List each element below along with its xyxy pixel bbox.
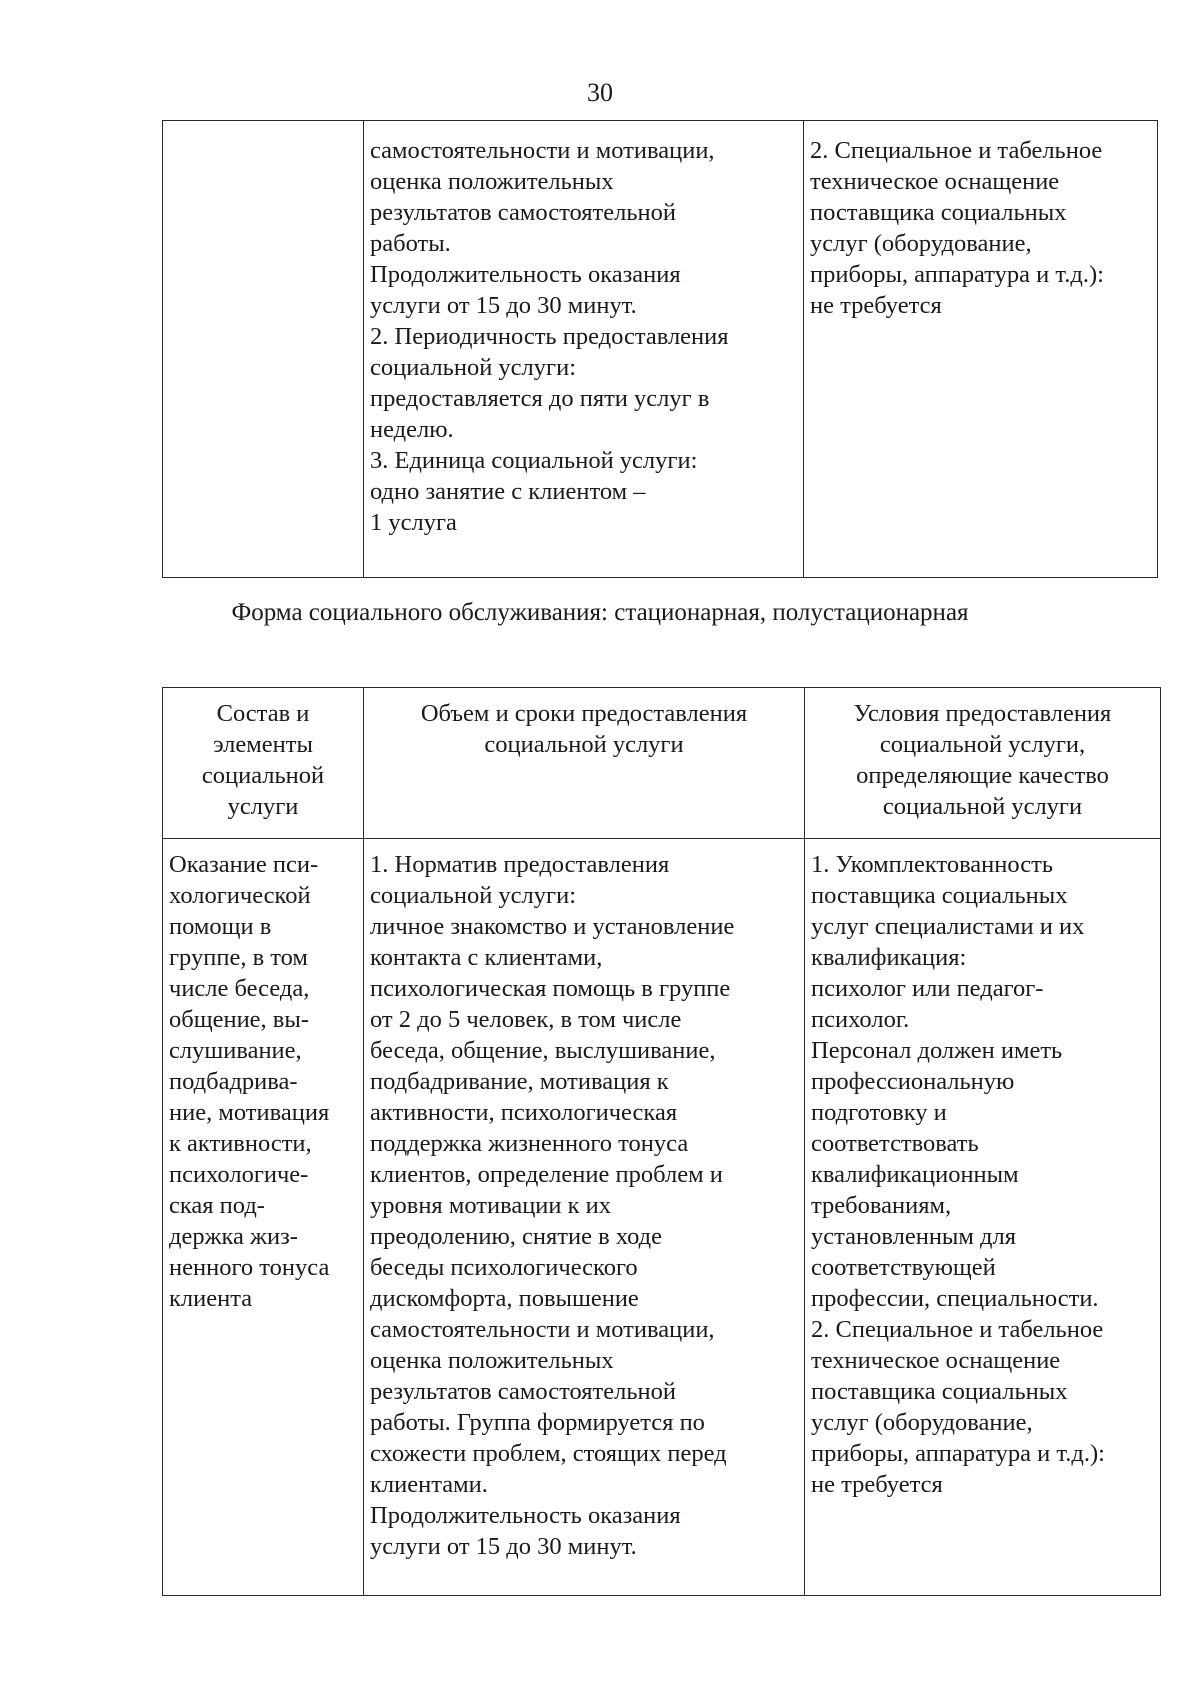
- main-col3-cell: [805, 839, 1161, 1596]
- cell-text-line: работы.: [370, 230, 451, 257]
- cell-text-line: подбадривание, мотивация к: [370, 1068, 669, 1095]
- cell-text-line: подготовку и: [811, 1099, 947, 1126]
- cell-text-line: профессии, специальности.: [811, 1285, 1099, 1312]
- cell-text-line: 1. Норматив предоставления: [370, 851, 670, 878]
- cell-text-line: поставщика социальных: [811, 1378, 1068, 1405]
- cell-text-line: услуги от 15 до 30 минут.: [370, 1533, 637, 1560]
- cell-text-line: услуг (оборудование,: [811, 1409, 1033, 1436]
- cell-text-line: поддержка жизненного тонуса: [370, 1130, 689, 1157]
- cell-text-line: приборы, аппаратура и т.д.):: [810, 261, 1104, 288]
- cell-text-line: держка жиз-: [169, 1223, 298, 1250]
- cell-text-line: услуги: [227, 793, 299, 820]
- cell-text-line: социальной услуги: [882, 793, 1083, 820]
- cell-text-line: клиентов, определение проблем и: [370, 1161, 723, 1188]
- cell-text-line: результатов самостоятельной: [370, 1378, 676, 1405]
- cell-text-line: социальной услуги,: [879, 731, 1086, 758]
- cell-text-line: помощи в: [169, 913, 272, 940]
- header-cell-volume-terms: [364, 688, 805, 839]
- cell-text-line: преодолению, снятие в ходе: [370, 1223, 663, 1250]
- cell-text-line: хологической: [169, 882, 311, 909]
- cell-text-line: Персонал должен иметь: [811, 1037, 1063, 1064]
- cell-text-line: неделю.: [370, 416, 454, 443]
- cell-text-line: беседа, общение, выслушивание,: [370, 1037, 716, 1064]
- table-row: [163, 121, 1158, 578]
- cell-text-line: психолог.: [811, 1006, 910, 1033]
- cell-text-line: приборы, аппаратура и т.д.):: [811, 1440, 1105, 1467]
- cell-text-line: профессиональную: [811, 1068, 1015, 1095]
- cell-text-line: установленным для: [811, 1223, 1016, 1250]
- cell-text-line: активности, психологическая: [370, 1099, 678, 1126]
- page-number: 30: [587, 78, 613, 107]
- cell-text-line: к активности,: [169, 1130, 312, 1157]
- cell-text-line: психологическая помощь в группе: [370, 975, 731, 1002]
- main-col1-cell: [163, 839, 364, 1596]
- header-cell-composition: [163, 688, 364, 839]
- cell-text-line: соответствующей: [811, 1254, 996, 1281]
- cell-text-line: услуг (оборудование,: [810, 230, 1032, 257]
- header-row: [163, 688, 1161, 839]
- main-col2-cell: [364, 839, 805, 1596]
- cell-text-line: квалификация:: [811, 944, 967, 971]
- cell-text-line: 1 услуга: [370, 509, 457, 536]
- cell-text-line: Оказание пси-: [169, 851, 319, 878]
- cell-text-line: подбадрива-: [169, 1068, 298, 1095]
- continuation-col1-cell: [163, 121, 364, 578]
- cell-text-line: дискомфорта, повышение: [370, 1285, 639, 1312]
- cell-text-line: числе беседа,: [169, 975, 310, 1002]
- cell-text-line: группе, в том: [169, 944, 308, 971]
- main-table: [162, 687, 1161, 1596]
- cell-text-line: Состав и: [216, 700, 310, 727]
- cell-text-line: самостоятельности и мотивации,: [370, 1316, 715, 1343]
- cell-text-line: самостоятельности и мотивации,: [370, 137, 715, 164]
- cell-text-line: поставщика социальных: [810, 199, 1067, 226]
- continuation-table: [162, 120, 1158, 578]
- cell-text-line: Условия предоставления: [853, 700, 1112, 727]
- cell-text-line: элементы: [213, 731, 313, 758]
- continuation-col3-cell: [804, 121, 1158, 578]
- cell-text-line: схожести проблем, стоящих перед: [370, 1440, 727, 1467]
- cell-text-line: поставщика социальных: [811, 882, 1068, 909]
- continuation-col2-cell: [364, 121, 804, 578]
- cell-text-line: 2. Периодичность предоставления: [370, 323, 729, 350]
- cell-text-line: ская под-: [169, 1192, 265, 1219]
- cell-text-line: слушивание,: [169, 1037, 302, 1064]
- cell-text-line: не требуется: [810, 292, 942, 319]
- cell-text-line: контакта с клиентами,: [370, 944, 603, 971]
- cell-text-line: клиента: [169, 1285, 253, 1312]
- cell-text-line: психолог или педагог-: [811, 975, 1044, 1002]
- cell-text-line: от 2 до 5 человек, в том числе: [370, 1006, 682, 1033]
- cell-text-line: оценка положительных: [370, 1347, 614, 1374]
- cell-text-line: оценка положительных: [370, 168, 614, 195]
- header-cell-conditions: [805, 688, 1161, 839]
- cell-text-line: техническое оснащение: [811, 1347, 1061, 1374]
- cell-text-line: Продолжительность оказания: [370, 1502, 681, 1529]
- table-row: [163, 839, 1161, 1596]
- cell-text-line: работы. Группа формируется по: [370, 1409, 705, 1436]
- cell-text-line: социальной услуги:: [370, 354, 577, 381]
- cell-text-line: требованиям,: [811, 1192, 952, 1219]
- cell-text-line: техническое оснащение: [810, 168, 1060, 195]
- cell-text-line: 3. Единица социальной услуги:: [370, 447, 698, 474]
- cell-text-line: не требуется: [811, 1471, 943, 1498]
- cell-text-line: беседы психологического: [370, 1254, 638, 1281]
- cell-text-line: 2. Специальное и табельное: [811, 1316, 1104, 1343]
- cell-text-line: квалификационным: [811, 1161, 1019, 1188]
- cell-text-line: клиентами.: [370, 1471, 488, 1498]
- cell-text-line: услуг специалистами и их: [811, 913, 1085, 940]
- cell-text-line: одно занятие с клиентом –: [370, 478, 646, 505]
- cell-text-line: уровня мотивации к их: [370, 1192, 612, 1219]
- cell-text-line: Объем и сроки предоставления: [420, 700, 748, 727]
- cell-text-line: 1. Укомплектованность: [811, 851, 1054, 878]
- cell-text-line: соответствовать: [811, 1130, 979, 1157]
- cell-text-line: услуги от 15 до 30 минут.: [370, 292, 637, 319]
- cell-text-line: ненного тонуса: [169, 1254, 330, 1281]
- cell-text-line: 2. Специальное и табельное: [810, 137, 1103, 164]
- cell-text-line: ние, мотивация: [169, 1099, 330, 1126]
- form-caption: Форма социального обслуживания: стационарная, полустационарная: [231, 599, 969, 626]
- cell-text-line: социальной: [201, 762, 325, 789]
- cell-text-line: социальной услуги:: [370, 882, 577, 909]
- cell-text-line: предоставляется до пяти услуг в: [370, 385, 710, 412]
- cell-text-line: Продолжительность оказания: [370, 261, 681, 288]
- cell-text-line: общение, вы-: [169, 1006, 309, 1033]
- cell-text-line: психологиче-: [169, 1161, 309, 1188]
- cell-text-line: результатов самостоятельной: [370, 199, 676, 226]
- cell-text-line: определяющие качество: [856, 762, 1109, 789]
- cell-text-line: личное знакомство и установление: [370, 913, 735, 940]
- cell-text-line: социальной услуги: [484, 731, 684, 758]
